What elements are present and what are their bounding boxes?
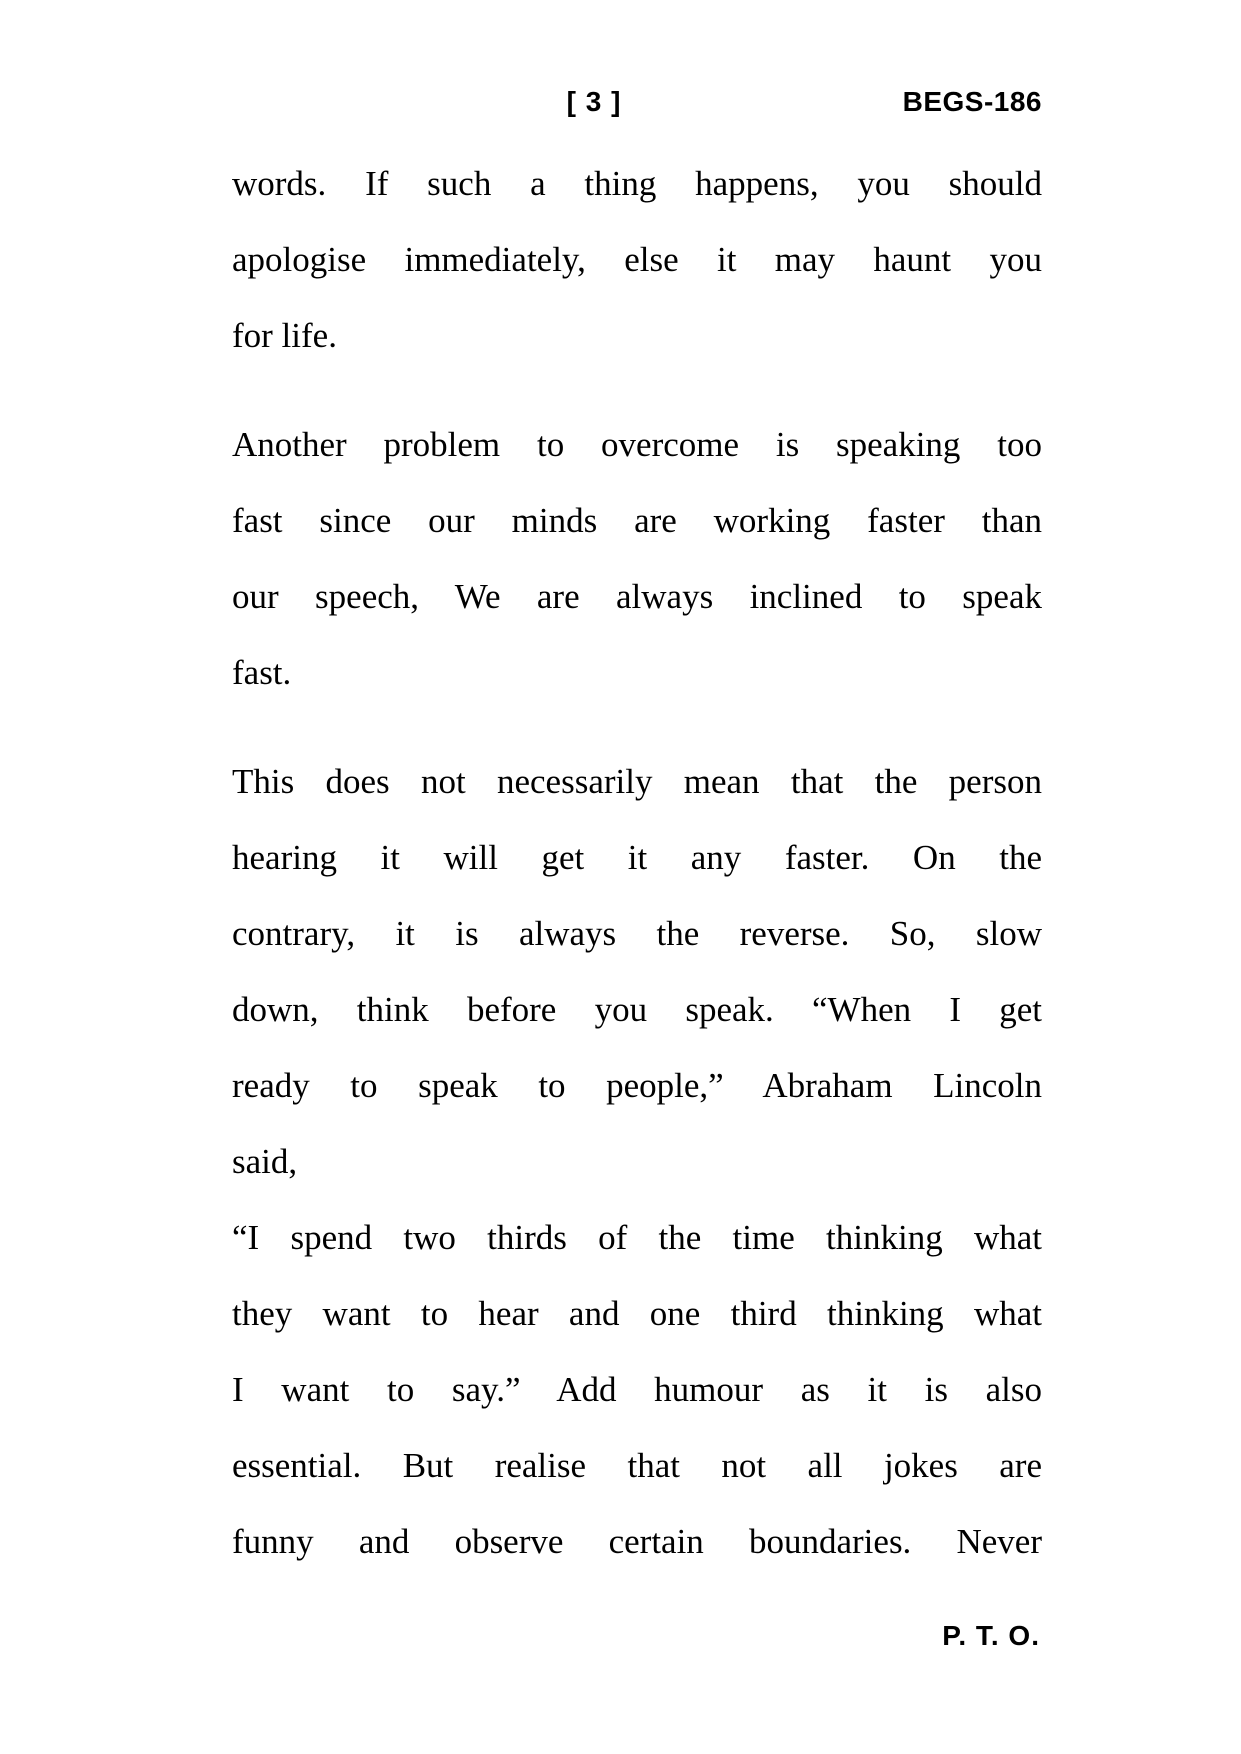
body-text: [232, 146, 1042, 1580]
text-line: down, think before you speak. “When I get: [232, 990, 1042, 1029]
text-line: funny and observe certain boundaries. Never: [232, 1522, 1042, 1561]
text-line: “I spend two thirds of the time thinking what: [232, 1218, 1042, 1257]
text-line: contrary, it is always the reverse. So, slow: [232, 914, 1042, 953]
text-line: for life.: [232, 316, 337, 355]
paragraph: [232, 146, 1042, 374]
text-line: they want to hear and one third thinking what: [232, 1294, 1042, 1333]
page-header: [232, 84, 1042, 124]
page-number: [ 3 ]: [566, 86, 622, 117]
text-line: This does not necessarily mean that the person: [232, 762, 1042, 801]
course-code: BEGS-186: [902, 86, 1042, 117]
paragraph: [232, 744, 1042, 1200]
text-line: our speech, We are always inclined to speak: [232, 577, 1042, 616]
paragraph: [232, 1200, 1042, 1580]
text-line: Another problem to overcome is speaking too: [232, 425, 1042, 464]
text-line: I want to say.” Add humour as it is also: [232, 1370, 1042, 1409]
text-line: ready to speak to people,” Abraham Lincoln: [232, 1066, 1042, 1105]
text-line: essential. But realise that not all jokes are: [232, 1446, 1042, 1485]
text-line: fast since our minds are working faster than: [232, 501, 1042, 540]
text-line: fast.: [232, 653, 292, 692]
text-line: words. If such a thing happens, you should: [232, 164, 1042, 203]
text-line: apologise immediately, else it may haunt you: [232, 240, 1042, 279]
text-line: hearing it will get it any faster. On the: [232, 838, 1042, 877]
text-line: said,: [232, 1142, 298, 1181]
page-footer: [232, 1618, 1040, 1654]
paragraph: [232, 407, 1042, 711]
pto-label: P. T. O.: [942, 1620, 1040, 1651]
